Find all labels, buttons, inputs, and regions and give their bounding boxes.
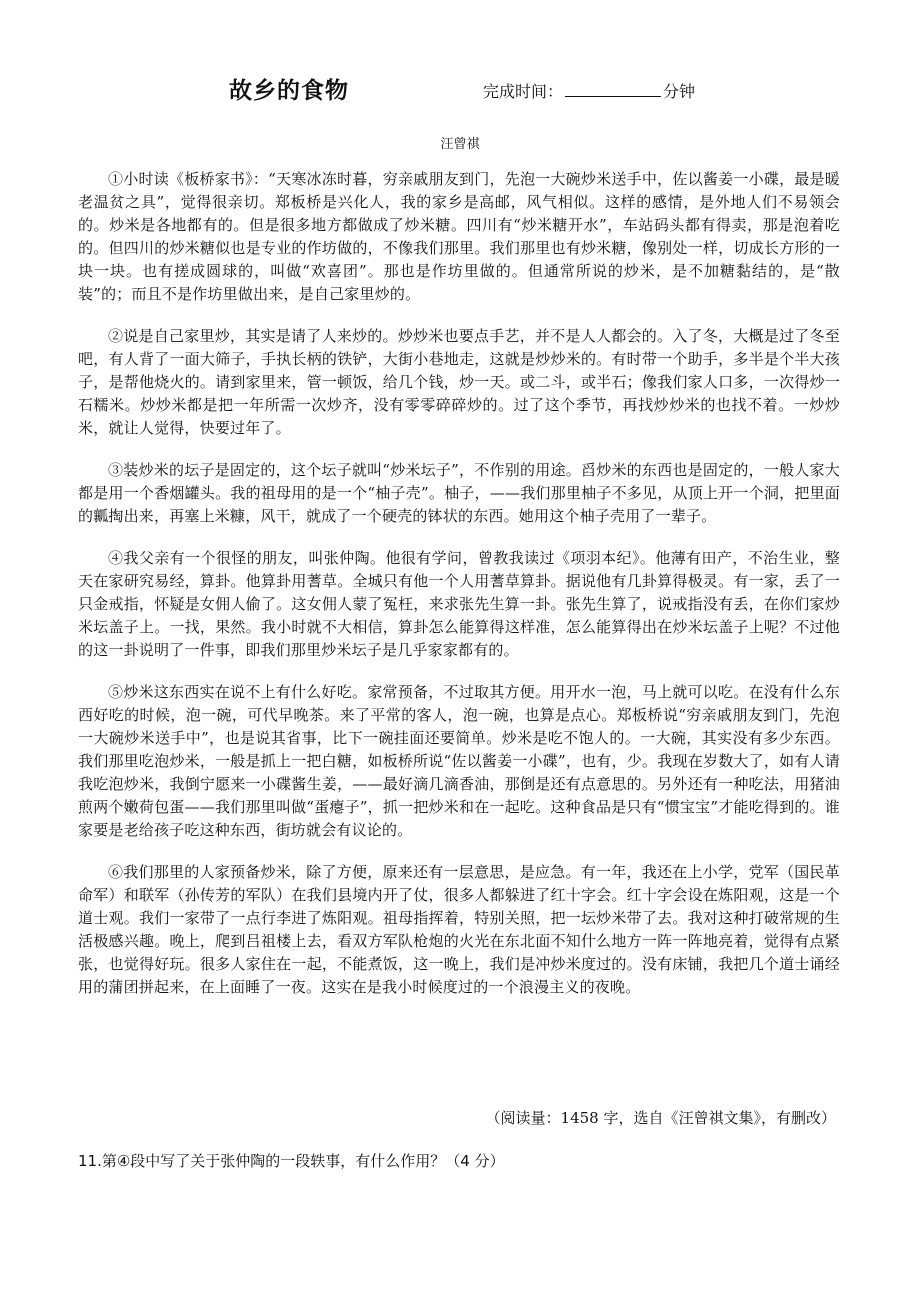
paragraph-6: ⑥我们那里的人家预备炒米，除了方便，原来还有一层意思，是应急。有一年，我还在上小学，党军（国民革命军）和联军（孙传芳的军队）在我们县境内开了仗，很多人都躲进了红十字会。红十字会设在炼阳观，这是一个道士观。我们一家带了一点行李进了炼阳观。祖母指挥着，特别关照，把一坛炒米带了去。我对这种打破常规的生活极感兴趣。晚上，爬到吕祖楼上去，看双方军队枪炮的火光在东北面不知什么地方一阵一阵地亮着，觉得有点紧张，也觉得好玩。很多人家住在一起，不能煮饭，这一晚上，我们是冲炒米度过的。没有床铺，我把几个道士诵经用的蒲团拼起来，在上面睡了一夜。这实在是我小时候度过的一个浪漫主义的夜晚。 — [78, 863, 840, 996]
time-blank[interactable] — [565, 81, 661, 97]
author: 汪曾祺 — [440, 137, 480, 152]
paragraph-5: ⑤炒米这东西实在说不上有什么好吃。家常预备，不过取其方便。用开水一泡，马上就可以吃。在没有什么东西好吃的时候，泡一碗，可代早晚茶。来了平常的客人，泡一碗，也算是点心。郑板桥说“穷亲戚朋友到门，先泡一大碗炒米送手中”，也是说其省事，比下一碗挂面还要简单。炒米是吃不饱人的。一大碗，其实没有多少东西。我们那里吃泡炒米，一般是抓上一把白糖，如板桥所说“佐以酱姜一小碟”，也有，少。我现在岁数大了，如有人请我吃泡炒米，我倒宁愿来一小碟酱生姜，——最好滴几滴香油，那倒是还有点意思的。另外还有一种吃法，用猪油煎两个嫩荷包蛋——我们那里叫做“蛋瘪子”，抓一把炒米和在一起吃。这种食品是只有“惯宝宝”才能吃得到的。谁家要是老给孩子吃这种东西，街坊就会有议论的。 — [78, 683, 840, 839]
paragraph-4: ④我父亲有一个很怪的朋友，叫张仲陶。他很有学问，曾教我读过《项羽本纪》。他薄有田产，不治生业，整天在家研究易经，算卦。他算卦用蓍草。全城只有他一个人用蓍草算卦。据说他有几卦算得极灵。有一家，丢了一只金戒指，怀疑是女佣人偷了。这女佣人蒙了冤枉，来求张先生算一卦。张先生算了，说戒指没有丢，在你们家炒米坛盖子上。一找，果然。我小时就不大相信，算卦怎么能算得这样准，怎么能算得出在炒米坛盖子上呢？不过他的这一卦说明了一件事，即我们那里炒米坛子是几乎家家都有的。 — [78, 549, 840, 659]
paragraph-1: ①小时读《板桥家书》：“天寒冰冻时暮，穷亲戚朋友到门，先泡一大碗炒米送手中，佐以酱姜一小碟，最是暖老温贫之具”，觉得很亲切。郑板桥是兴化人，我的家乡是高邮，风气相似。这样的感情，是外地人们不易领会的。炒米是各地都有的。但是很多地方都做成了炒米糖。四川有“炒米糖开水”，车站码头都有得卖，那是泡着吃的。但四川的炒米糖似也是专业的作坊做的，不像我们那里。我们那里也有炒米糖，像别处一样，切成长方形的一块一块。也有搓成圆球的，叫做“欢喜团”。那也是作坊里做的。但通常所说的炒米，是不加糖黏结的，是“散装”的；而且不是作坊里做出来，是自己家里炒的。 — [78, 170, 840, 303]
question-11: 11.第④段中写了关于张仲陶的一段轶事，有什么作用？（4 分） — [78, 1152, 505, 1170]
paragraph-3: ③装炒米的坛子是固定的，这个坛子就叫“炒米坛子”，不作别的用途。舀炒米的东西也是固定的，一般人家大都是用一个香烟罐头。我的祖母用的是一个“柚子壳”。柚子，——我们那里柚子不多见，从顶上开一个洞，把里面的瓤掏出来，再塞上米糠，风干，就成了一个硬壳的钵状的东西。她用这个柚子壳用了一辈子。 — [78, 461, 840, 525]
paragraph-2: ②说是自己家里炒，其实是请了人来炒的。炒炒米也要点手艺，并不是人人都会的。入了冬，大概是过了冬至吧，有人背了一面大筛子，手执长柄的铁铲，大街小巷地走，这就是炒炒米的。有时带一个助手，多半是个半大孩子，是帮他烧火的。请到家里来，管一顿饭，给几个钱，炒一天。或二斗，或半石；像我们家人口多，一次得炒一石糯米。炒炒米都是把一年所需一次炒齐，没有零零碎碎炒的。过了这个季节，再找炒炒米的也找不着。一炒炒米，就让人觉得，快要过年了。 — [78, 327, 840, 437]
page-title: 故乡的食物 — [229, 78, 349, 104]
source-note: （阅读量：1458 字，选自《汪曾祺文集》，有删改） — [485, 1109, 836, 1127]
time-unit: 分钟 — [663, 82, 696, 101]
completion-time — [483, 79, 695, 102]
article-body — [78, 168, 840, 1018]
time-label: 完成时间： — [483, 82, 564, 101]
title-row — [0, 72, 920, 108]
